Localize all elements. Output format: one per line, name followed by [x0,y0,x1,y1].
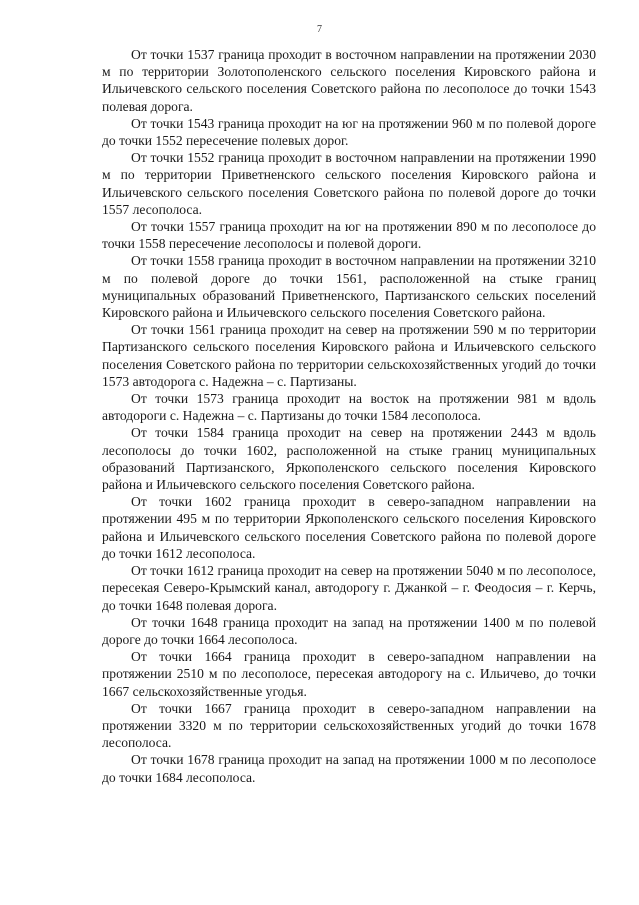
page-number: 7 [317,24,322,35]
paragraph: От точки 1664 граница проходит в северо-западном направлении на протяжении 2510 м по лесополосе, пересекая автодорогу на с. Ильичево, до точки 1667 сельскохозяйственные угодья. [102,649,596,699]
paragraph: От точки 1543 граница проходит на юг на протяжении 960 м по полевой дороге до точки 1552 пересечение полевых дорог. [102,115,596,149]
paragraph: От точки 1648 граница проходит на запад на протяжении 1400 м по полевой дороге до точки 1664 лесополоса. [102,614,596,647]
paragraph: От точки 1537 граница проходит в восточном направлении на протяжении 2030 м по территории Золотополенского сельского поселения Кировского района и Ильичевского сельского поселения Советского района по лесополосе до точки 1543 полевая дорога. [102,47,596,114]
paragraph: От точки 1602 граница проходит в северо-западном направлении на протяжении 495 м по территории Яркополенского сельского поселения Кировского района и Ильичевского сельского поселения Советского района по полевой дороге до точки 1612 лесополоса. [102,494,596,561]
paragraph: От точки 1558 граница проходит в восточном направлении на протяжении 3210 м по полевой дороге до точки 1561, расположенной на стыке границ муниципальных образований Приветненского, Партизанского сельских поселений Кировского района и Ильичевского сельского поселения Советского района. [102,253,596,321]
paragraph: От точки 1573 граница проходит на восток на протяжении 981 м вдоль автодороги с. Надежна – с. Партизаны до точки 1584 лесополоса. [102,391,596,424]
paragraph: От точки 1552 граница проходит в восточном направлении на протяжении 1990 м по территории Приветненского сельского поселения Кировского района и Ильичевского сельского поселения Советского района по полевой дороге до точки 1557 лесополоса. [102,150,596,217]
paragraph: От точки 1557 граница проходит на юг на протяжении 890 м по лесополосе до точки 1558 пересечение лесополосы и полевой дороги. [102,219,596,252]
paragraph: От точки 1678 граница проходит на запад на протяжении 1000 м по лесополосе до точки 1684 лесополоса. [102,752,596,785]
paragraph: От точки 1561 граница проходит на север на протяжении 590 м по территории Партизанского сельского поселения Кировского района и Ильичевского сельского поселения Советского района по территории сельскохозяйственных угодий до точки 1573 автодорога с. Надежна – с. Партизаны. [102,322,596,389]
document-body [102,46,596,786]
paragraph: От точки 1612 граница проходит на север на протяжении 5040 м по лесополосе, пересекая Северо-Крымский канал, автодорогу г. Джанкой – г. Феодосия – г. Керчь, до точки 1648 полевая дорога. [102,563,596,613]
paragraph: От точки 1584 граница проходит на север на протяжении 2443 м вдоль лесополосы до точки 1602, расположенной на стыке границ муниципальных образований Партизанского, Яркополенского сельского поселения Кировского района и Ильичевского сельского поселения Советского района. [102,425,596,493]
paragraph: От точки 1667 граница проходит в северо-западном направлении на протяжении 3320 м по территории сельскохозяйственных угодий до точки 1678 лесополоса. [102,700,596,751]
